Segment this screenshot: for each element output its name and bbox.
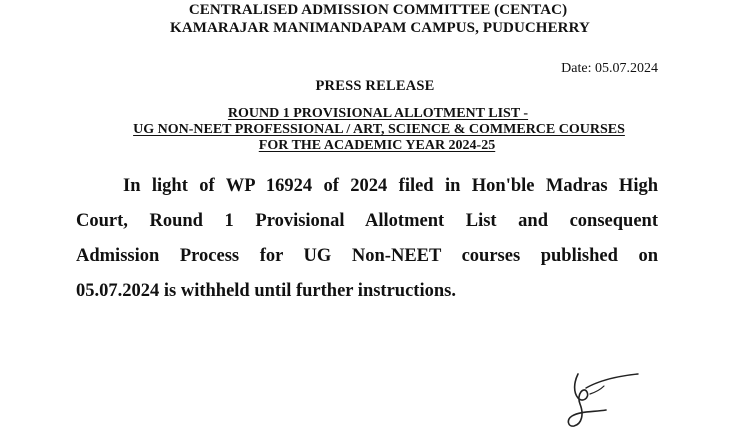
body-paragraph-line-1: In light of WP 16924 of 2024 filed in Hon'ble Madras High	[123, 176, 658, 196]
subject-line-1-text: ROUND 1 PROVISIONAL ALLOTMENT LIST -	[227, 106, 529, 121]
committee-name: CENTRALISED ADMISSION COMMITTEE (CENTAC)	[188, 2, 568, 18]
body-paragraph-line-2: Court, Round 1 Provisional Allotment List and consequent	[76, 211, 658, 231]
body-paragraph-line-4: 05.07.2024 is withheld until further instructions.	[76, 281, 456, 301]
press-release-title: PRESS RELEASE	[315, 78, 435, 94]
subject-line-3-text: FOR THE ACADEMIC YEAR 2024-25	[258, 138, 496, 153]
subject-line-2	[4, 122, 750, 138]
subject-line-1	[3, 106, 750, 122]
signature-icon	[560, 368, 660, 430]
campus-address: KAMARAJAR MANIMANDAPAM CAMPUS, PUDUCHERRY	[170, 20, 590, 36]
release-date: Date: 05.07.2024	[561, 61, 658, 76]
subject-line-3	[2, 138, 750, 154]
subject-line-2-text: UG NON-NEET PROFESSIONAL / ART, SCIENCE & COMMERCE COURSES	[133, 122, 625, 137]
body-paragraph-line-3: Admission Process for UG Non-NEET courses published on	[76, 246, 658, 266]
